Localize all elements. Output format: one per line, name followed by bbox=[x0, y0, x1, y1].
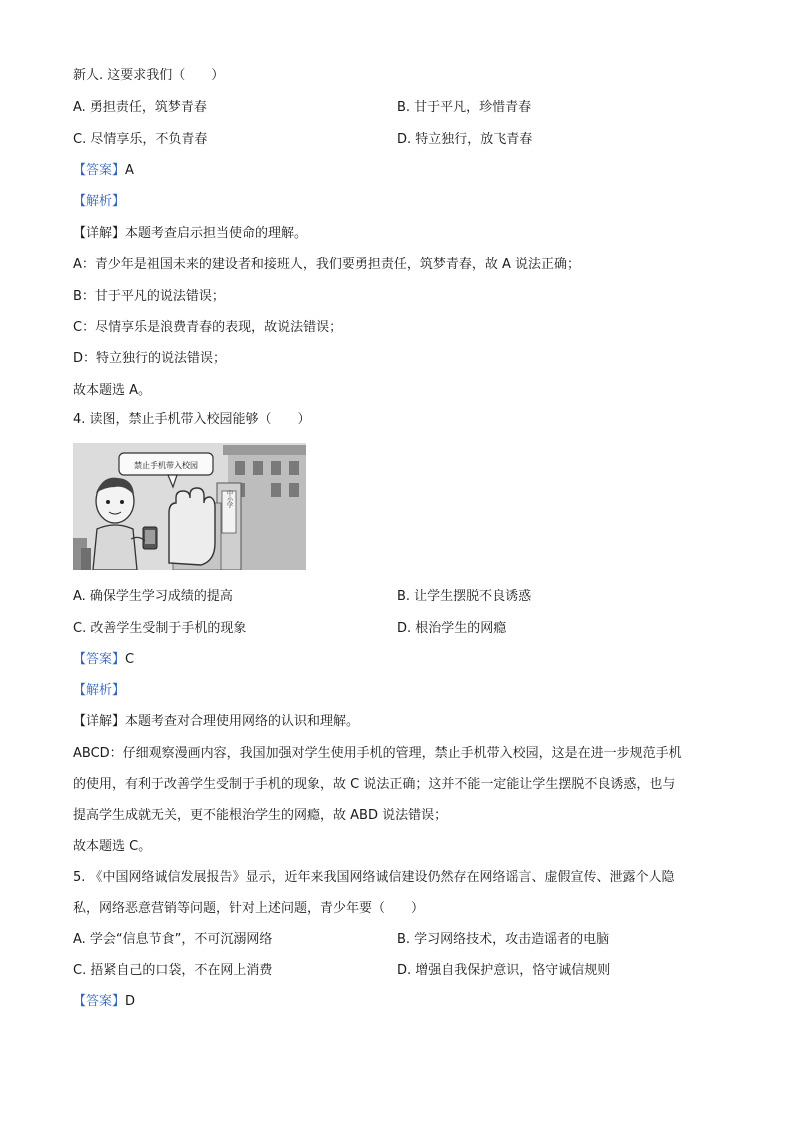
question-stem: 新人. 这要求我们（ ） bbox=[73, 68, 225, 83]
explanation-line: ABCD：仔细观察漫画内容，我国加强对学生使用手机的管理，禁止手机带入校园，这是在进一步规范手机 bbox=[73, 746, 682, 761]
question-stem: 5. 《中国网络诚信发展报告》显示，近年来我国网络诚信建设仍然存在网络谣言、虚假宣传、泄露个人隐 bbox=[73, 870, 675, 885]
answer-value: A bbox=[125, 163, 134, 178]
option-c: C. 尽情享乐，不负青春 bbox=[73, 132, 208, 147]
explanation-line: B：甘于平凡的说法错误； bbox=[73, 289, 225, 304]
question-stem: 4. 读图，禁止手机带入校园能够（ ） bbox=[73, 412, 311, 427]
answer-value: C bbox=[125, 652, 135, 667]
answer-label: 【答案】 bbox=[73, 652, 126, 667]
option-c: C. 改善学生受制于手机的现象 bbox=[73, 621, 247, 636]
option-a: A. 勇担责任，筑梦青春 bbox=[73, 100, 207, 115]
option-d: D. 增强自我保护意识，恪守诚信规则 bbox=[397, 963, 611, 978]
option-d: D. 特立独行，放飞青春 bbox=[397, 132, 533, 147]
explanation-line: 的使用，有利于改善学生受制于手机的现象，故 C 说法正确；这并不能一定能让学生摆脱不良诱惑，也与 bbox=[73, 777, 676, 792]
answer-value: D bbox=[125, 994, 136, 1009]
answer-line bbox=[73, 651, 134, 669]
detail-heading: 【详解】本题考查启示担当使命的理解。 bbox=[73, 226, 308, 241]
explanation-line: 提高学生成就无关，更不能根治学生的网瘾，故 ABD 说法错误； bbox=[73, 808, 448, 823]
answer-line bbox=[73, 162, 134, 180]
analysis-label: 【解析】 bbox=[73, 683, 126, 698]
option-b: B. 让学生摆脱不良诱惑 bbox=[397, 589, 532, 604]
answer-label: 【答案】 bbox=[73, 994, 126, 1009]
cartoon-image bbox=[73, 443, 306, 570]
option-b: B. 学习网络技术，攻击造谣者的电脑 bbox=[397, 932, 610, 947]
option-b: B. 甘于平凡，珍惜青春 bbox=[397, 100, 532, 115]
conclusion-line: 故本题选 A。 bbox=[73, 383, 152, 398]
detail-heading: 【详解】本题考查对合理使用网络的认识和理解。 bbox=[73, 714, 360, 729]
analysis-label: 【解析】 bbox=[73, 194, 126, 209]
conclusion-line: 故本题选 C。 bbox=[73, 839, 152, 854]
option-a: A. 确保学生学习成绩的提高 bbox=[73, 589, 233, 604]
school-sign-text: 中小学 bbox=[225, 490, 233, 508]
explanation-line: A：青少年是祖国未来的建设者和接班人，我们要勇担责任，筑梦青春，故 A 说法正确； bbox=[73, 257, 581, 272]
question-stem-continued: 私，网络恶意营销等问题，针对上述问题，青少年要（ ） bbox=[73, 901, 425, 916]
explanation-line: C：尽情享乐是浪费青春的表现，故说法错误； bbox=[73, 320, 343, 335]
speech-bubble-text: 禁止手机带入校园 bbox=[134, 461, 198, 470]
option-a: A. 学会“信息节食”，不可沉溺网络 bbox=[73, 932, 273, 947]
explanation-line: D：特立独行的说法错误； bbox=[73, 351, 227, 366]
option-c: C. 捂紧自己的口袋，不在网上消费 bbox=[73, 963, 273, 978]
option-d: D. 根治学生的网瘾 bbox=[397, 621, 507, 636]
answer-line bbox=[73, 993, 135, 1011]
cartoon-illustration bbox=[73, 443, 306, 570]
answer-label: 【答案】 bbox=[73, 163, 126, 178]
